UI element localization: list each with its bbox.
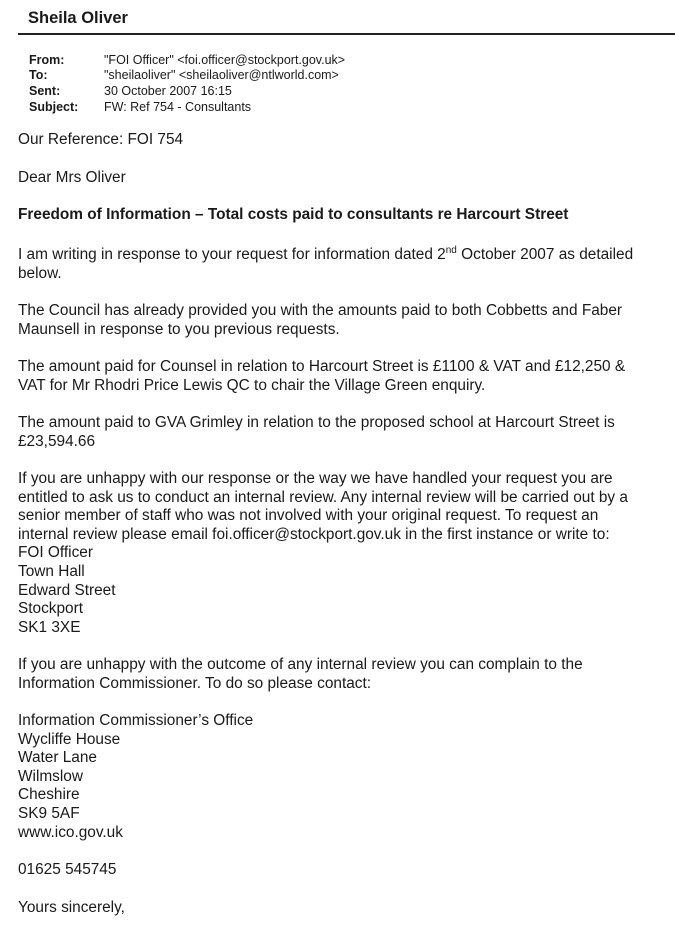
letter-greeting: Dear Mrs Oliver bbox=[18, 169, 126, 186]
letter-reference: Our Reference: FOI 754 bbox=[18, 131, 184, 148]
paragraph-request: I am writing in response to your request for information dated 2nd October 2007 as detailed below. bbox=[18, 244, 634, 282]
paragraph-previous: The Council has already provided you with the amounts paid to both Cobbetts and Faber Maunsell in response to you previous requests. bbox=[18, 302, 623, 338]
header-to-value: "sheilaoliver" <sheilaoliver@ntlworld.com> bbox=[104, 68, 339, 82]
paragraph-counsel: The amount paid for Counsel in relation to Harcourt Street is £1100 & VAT and £12,250 & VAT for Mr Rhodri Price Lewis QC to chair the Village Green enquiry. bbox=[18, 358, 626, 394]
header-sent-label: Sent: bbox=[29, 84, 61, 98]
paragraph-gva: The amount paid to GVA Grimley in relation to the proposed school at Harcourt Street is £23,594.66 bbox=[18, 414, 615, 450]
phone-number: 01625 545745 bbox=[18, 861, 117, 878]
paragraph-review: If you are unhappy with our response or the way we have handled your request you are entitled to ask us to conduct an internal review. Any internal review will be carried out by a senior member of staff who was not involved with your original request. To request an internal review please email foi.officer@stockport.gov.uk in the first instance or write to: FOI Officer Town Hall Edward Street Stockport SK1 3XE bbox=[18, 470, 628, 636]
sender-name: Sheila Oliver bbox=[28, 9, 128, 27]
header-to-label: To: bbox=[29, 68, 48, 82]
header-sent-value: 30 October 2007 16:15 bbox=[104, 84, 232, 98]
ico-address: Information Commissioner’s Office Wycliffe House Water Lane Wilmslow Cheshire SK9 5AF www.ico.gov.uk bbox=[18, 712, 254, 841]
header-from-value: "FOI Officer" <foi.officer@stockport.gov.uk> bbox=[104, 53, 346, 67]
header-rule bbox=[18, 33, 675, 35]
header-subject-value: FW: Ref 754 - Consultants bbox=[104, 100, 252, 114]
header-subject-label: Subject: bbox=[29, 100, 79, 114]
closing: Yours sincerely, bbox=[18, 899, 125, 916]
header-from-label: From: bbox=[29, 53, 65, 67]
paragraph-commissioner: If you are unhappy with the outcome of any internal review you can complain to the Information Commissioner. To do so please contact: bbox=[18, 656, 583, 692]
letter-title: Freedom of Information – Total costs paid to consultants re Harcourt Street bbox=[18, 206, 569, 223]
